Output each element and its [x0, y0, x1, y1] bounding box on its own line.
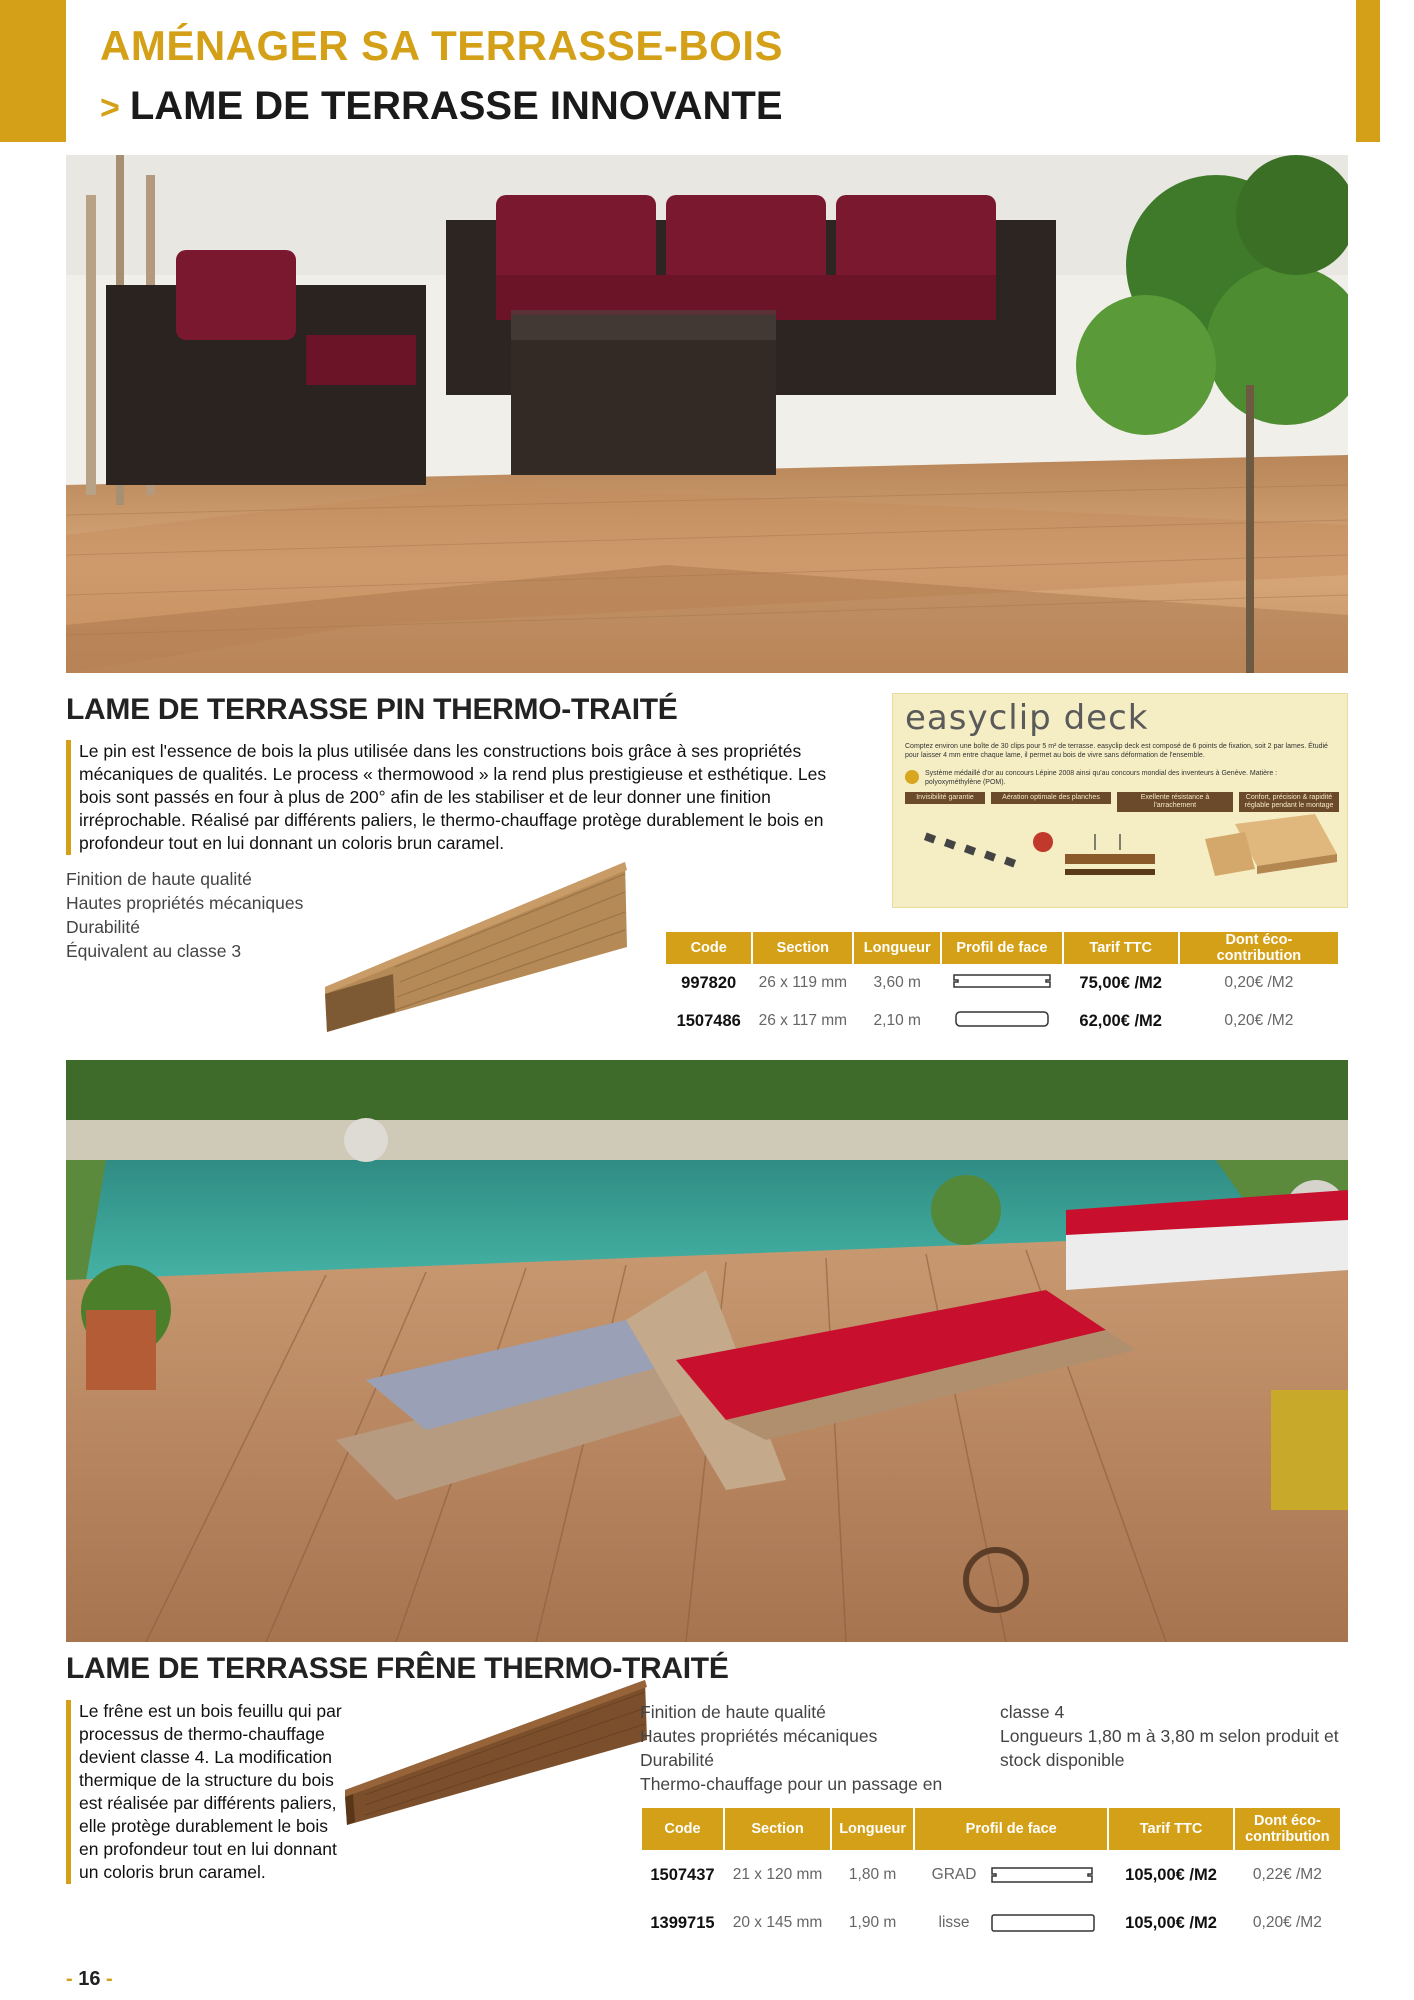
col-header-code: Code [666, 932, 751, 964]
chevron-right-icon: > [100, 89, 120, 127]
cell-longueur: 2,10 m [873, 1012, 921, 1029]
header-accent-bar-right [1356, 0, 1380, 142]
easyclip-deck-panel [892, 693, 1348, 908]
cell-profil [915, 1850, 1107, 1900]
cell-eco: 0,20€ /M2 [1224, 1012, 1294, 1029]
medal-icon [905, 770, 919, 784]
section-description-frene: Le frêne est un bois feuillu qui par processus de thermo-chauffage devient classe 4. La modification thermique de la structure du bois est réalisée par différents paliers, elle protège durablement le bois en profondeur tout en lui donnant un coloris brun caramel. [66, 1700, 350, 1884]
profile-label: GRAD [931, 1866, 977, 1883]
cell-longueur: 1,90 m [848, 1914, 897, 1931]
cell-longueur: 3,60 m [873, 974, 921, 991]
ash-plank-image [345, 1680, 650, 1830]
easyclip-logo: easyclip deck [905, 698, 1149, 738]
col-header-profil: Profil de face [942, 932, 1062, 964]
section-description-pin: Le pin est l'essence de bois la plus utilisée dans les constructions bois grâce à ses propriétés mécaniques de qualités. Le process « thermowood » la rend plus prestigieuse et esthétique. Les bois sont passés en four à plus de 200° afin de les stabiliser et de leur donner une finition irréprochable. Réalisé par différents paliers, le thermo-chauffage protège durablement le bois en profondeur tout en lui donnant un coloris brun caramel. [66, 740, 856, 855]
feature-item: Durabilité [640, 1750, 714, 1770]
table-row [666, 1002, 1338, 1040]
feature-item: Équivalent au classe 3 [66, 941, 242, 961]
col-header-code: Code [642, 1808, 723, 1850]
easyclip-feature-box: Aération optimale des planches [991, 792, 1111, 804]
cell-code: 1399715 [650, 1913, 715, 1932]
cell-tarif: 105,00€ /M2 [1125, 1913, 1217, 1932]
easyclip-feature-box: Exellente résistance à l'arrachement [1117, 792, 1233, 812]
cell-section: 26 x 117 mm [758, 1012, 848, 1029]
smooth-profile-icon [988, 1912, 1098, 1934]
col-header-longueur: Longueur [832, 1808, 913, 1850]
easyclip-medal-text: Système médaillé d'or au concours Lépine 2008 ainsi qu'au concours mondial des inventeurs à Genève. Matière : polyoxyméthylène (POM). [925, 770, 1278, 786]
feature-item: Durabilité [66, 917, 140, 937]
cell-eco: 0,20€ /M2 [1224, 974, 1294, 991]
feature-list-frene-col1 [640, 1700, 980, 1796]
section-title-frene: LAME DE TERRASSE FRÊNE THERMO-TRAITÉ [66, 1652, 729, 1685]
page-title: AMÉNAGER SA TERRASSE-BOIS [100, 22, 784, 69]
product-table-pin [664, 932, 1340, 1040]
table-header-row [666, 932, 1338, 964]
col-header-longueur: Longueur [854, 932, 940, 964]
easyclip-diagram [905, 814, 1337, 902]
cell-section: 20 x 145 mm [732, 1914, 823, 1931]
cell-code: 997820 [681, 973, 737, 992]
cell-code: 1507486 [676, 1011, 741, 1030]
smooth-profile-icon [950, 1009, 1054, 1029]
feature-item: classe 4 [1000, 1702, 1065, 1722]
cell-code: 1507437 [650, 1865, 715, 1884]
page-number [66, 1968, 113, 1991]
terrace-lounge-illustration [66, 155, 1348, 673]
page-number-dash: - [106, 1968, 113, 1990]
feature-list-frene-col2 [1000, 1700, 1348, 1772]
feature-item: Finition de haute qualité [66, 869, 252, 889]
pine-plank-image [325, 862, 630, 1037]
col-header-profil: Profil de face [915, 1808, 1107, 1850]
profile-label: lisse [938, 1914, 970, 1931]
easyclip-feature-box: Confort, précision & rapidité réglable pendant le montage [1239, 792, 1339, 812]
easyclip-intro: Comptez environ une boîte de 30 clips pour 5 m² de terrasse. easyclip deck est composé de 6 points de fixation, soit 2 par lames. Étudié pour laisser 4 mm entre chaque lame, il permet au bois de vivre sans déformation de l'ensemble. [905, 743, 1328, 759]
header-accent-bar-left [0, 0, 66, 142]
cell-tarif: 62,00€ /M2 [1079, 1011, 1162, 1030]
page-number-dash: - [66, 1968, 73, 1990]
product-table-frene [640, 1808, 1342, 1946]
feature-item: Finition de haute qualité [640, 1702, 826, 1722]
section-title-pin: LAME DE TERRASSE PIN THERMO-TRAITÉ [66, 693, 678, 726]
feature-list-pin [66, 867, 366, 963]
col-header-eco: Dont éco-contribution [1180, 932, 1338, 964]
cell-tarif: 75,00€ /M2 [1079, 973, 1162, 992]
page-subtitle [100, 84, 783, 129]
feature-item: Longueurs 1,80 m à 3,80 m selon produit et stock disponible [1000, 1726, 1339, 1770]
pool-deck-illustration [66, 1060, 1348, 1642]
cell-eco: 0,20€ /M2 [1252, 1914, 1322, 1931]
table-row [666, 964, 1338, 1002]
col-header-tarif: Tarif TTC [1064, 932, 1178, 964]
col-header-eco: Dont éco-contribution [1235, 1808, 1340, 1850]
grooved-profile-icon [950, 971, 1054, 991]
col-header-section: Section [753, 932, 852, 964]
cell-profil [942, 964, 1062, 1002]
cell-profil [942, 1002, 1062, 1040]
cell-eco: 0,22€ /M2 [1252, 1866, 1322, 1883]
page-number-value: 16 [78, 1968, 101, 1990]
feature-item: Hautes propriétés mécaniques [66, 893, 304, 913]
page-subtitle-text: LAME DE TERRASSE INNOVANTE [129, 84, 783, 128]
cell-profil [915, 1900, 1107, 1946]
cell-section: 21 x 120 mm [732, 1866, 823, 1883]
cell-tarif: 105,00€ /M2 [1125, 1865, 1217, 1884]
col-header-section: Section [725, 1808, 830, 1850]
table-row [642, 1900, 1340, 1946]
pool-deck-photo [66, 1060, 1348, 1642]
table-row [642, 1850, 1340, 1900]
cell-longueur: 1,80 m [848, 1866, 897, 1883]
grooved-profile-icon [988, 1864, 1098, 1886]
cell-section: 26 x 119 mm [758, 974, 848, 991]
terrace-lounge-photo [66, 155, 1348, 673]
feature-item: Hautes propriétés mécaniques [640, 1726, 878, 1746]
easyclip-feature-box: Invisibilité garantie [905, 792, 985, 804]
table-header-row [642, 1808, 1340, 1850]
feature-item: Thermo-chauffage pour un passage en [640, 1774, 943, 1794]
col-header-tarif: Tarif TTC [1109, 1808, 1232, 1850]
